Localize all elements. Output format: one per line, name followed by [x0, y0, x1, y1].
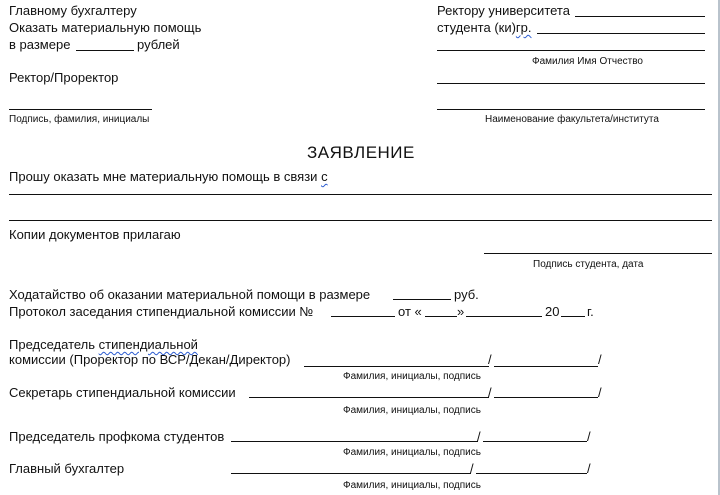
- chairman-label-line2: комиссии (Проректор по ВСР/Декан/Директор): [9, 352, 291, 367]
- secretary-label: Секретарь стипендиальной комиссии: [9, 385, 236, 400]
- faculty-line-2[interactable]: [437, 109, 705, 110]
- reason-line-2[interactable]: [9, 220, 712, 221]
- copies-text: Копии документов прилагаю: [9, 227, 181, 242]
- student-group-line[interactable]: [537, 33, 705, 34]
- petition-sum-line[interactable]: [393, 299, 451, 300]
- secretary-name-line[interactable]: [249, 397, 489, 398]
- chairman-slash-2: /: [598, 352, 602, 367]
- student-fio-line[interactable]: [437, 50, 705, 51]
- chairman-title: Председатель: [9, 337, 96, 352]
- fio-caption: Фамилия Имя Отчество: [532, 56, 643, 67]
- rector-signature-caption: Подпись, фамилия, инициалы: [9, 114, 150, 125]
- student-group-label: гр.: [515, 20, 532, 35]
- request-text-main: Прошу оказать мне материальную помощь в связи: [9, 169, 318, 184]
- faculty-line-1[interactable]: [437, 83, 705, 84]
- protocol-year-suffix: г.: [587, 304, 594, 319]
- secretary-caption: Фамилия, инициалы, подпись: [343, 405, 481, 416]
- chief-accountant-label: Главный бухгалтер: [9, 461, 125, 476]
- union-chairman-caption: Фамилия, инициалы, подпись: [343, 447, 481, 458]
- petition-suffix: руб.: [454, 287, 479, 302]
- student-signature-caption: Подпись студента, дата: [533, 259, 644, 270]
- sum-prefix: в размере: [9, 37, 71, 52]
- student-prefix: студента (ки): [437, 20, 516, 35]
- document-title: ЗАЯВЛЕНИЕ: [307, 143, 415, 162]
- chief-accountant-name-line[interactable]: [231, 473, 471, 474]
- protocol-year-prefix: 20: [545, 304, 560, 319]
- chief-accountant-caption: Фамилия, инициалы, подпись: [343, 480, 481, 491]
- chairman-sign-line[interactable]: [494, 366, 598, 367]
- union-chairman-slash-2: /: [587, 429, 591, 444]
- union-chairman-sign-line[interactable]: [483, 441, 587, 442]
- union-chairman-slash-1: /: [477, 429, 481, 444]
- addressee-rector: Ректору университета: [437, 3, 570, 18]
- grant-aid-label: Оказать материальную помощь: [9, 20, 202, 35]
- chief-accountant-slash-1: /: [470, 461, 474, 476]
- chairman-caption: Фамилия, инициалы, подпись: [343, 371, 481, 382]
- chief-accountant-slash-2: /: [587, 461, 591, 476]
- secretary-sign-line[interactable]: [494, 397, 598, 398]
- reason-line-1[interactable]: [9, 194, 712, 195]
- chairman-slash-1: /: [488, 352, 492, 367]
- request-text: [9, 169, 328, 184]
- request-connector: с: [321, 169, 328, 184]
- sum-suffix: рублей: [137, 37, 180, 52]
- secretary-slash-1: /: [488, 385, 492, 400]
- union-chairman-name-line[interactable]: [231, 441, 478, 442]
- protocol-label: Протокол заседания стипендиальной комиссии №: [9, 304, 314, 319]
- protocol-from: от «: [398, 304, 422, 319]
- student-label: [437, 20, 532, 35]
- protocol-month-line[interactable]: [466, 316, 542, 317]
- student-signature-line[interactable]: [484, 253, 712, 254]
- sum-line[interactable]: [76, 50, 134, 51]
- chairman-name-line[interactable]: [304, 366, 489, 367]
- protocol-day-line[interactable]: [425, 316, 457, 317]
- faculty-caption: Наименование факультета/института: [485, 114, 659, 125]
- addressee-accountant: Главному бухгалтеру: [9, 3, 137, 18]
- protocol-number-line[interactable]: [331, 316, 395, 317]
- chairman-committee-word: стипендиальной: [98, 337, 198, 352]
- union-chairman-label: Председатель профкома студентов: [9, 429, 225, 444]
- rector-signature-line[interactable]: [9, 109, 152, 110]
- secretary-slash-2: /: [598, 385, 602, 400]
- petition-text: Ходатайство об оказании материальной помощи в размере: [9, 287, 371, 302]
- rector-label: Ректор/Проректор: [9, 70, 119, 85]
- chief-accountant-sign-line[interactable]: [476, 473, 587, 474]
- rector-name-line[interactable]: [575, 16, 705, 17]
- protocol-quote-close: »: [457, 304, 465, 319]
- protocol-year-line[interactable]: [561, 316, 585, 317]
- chairman-label-line1: [9, 337, 198, 352]
